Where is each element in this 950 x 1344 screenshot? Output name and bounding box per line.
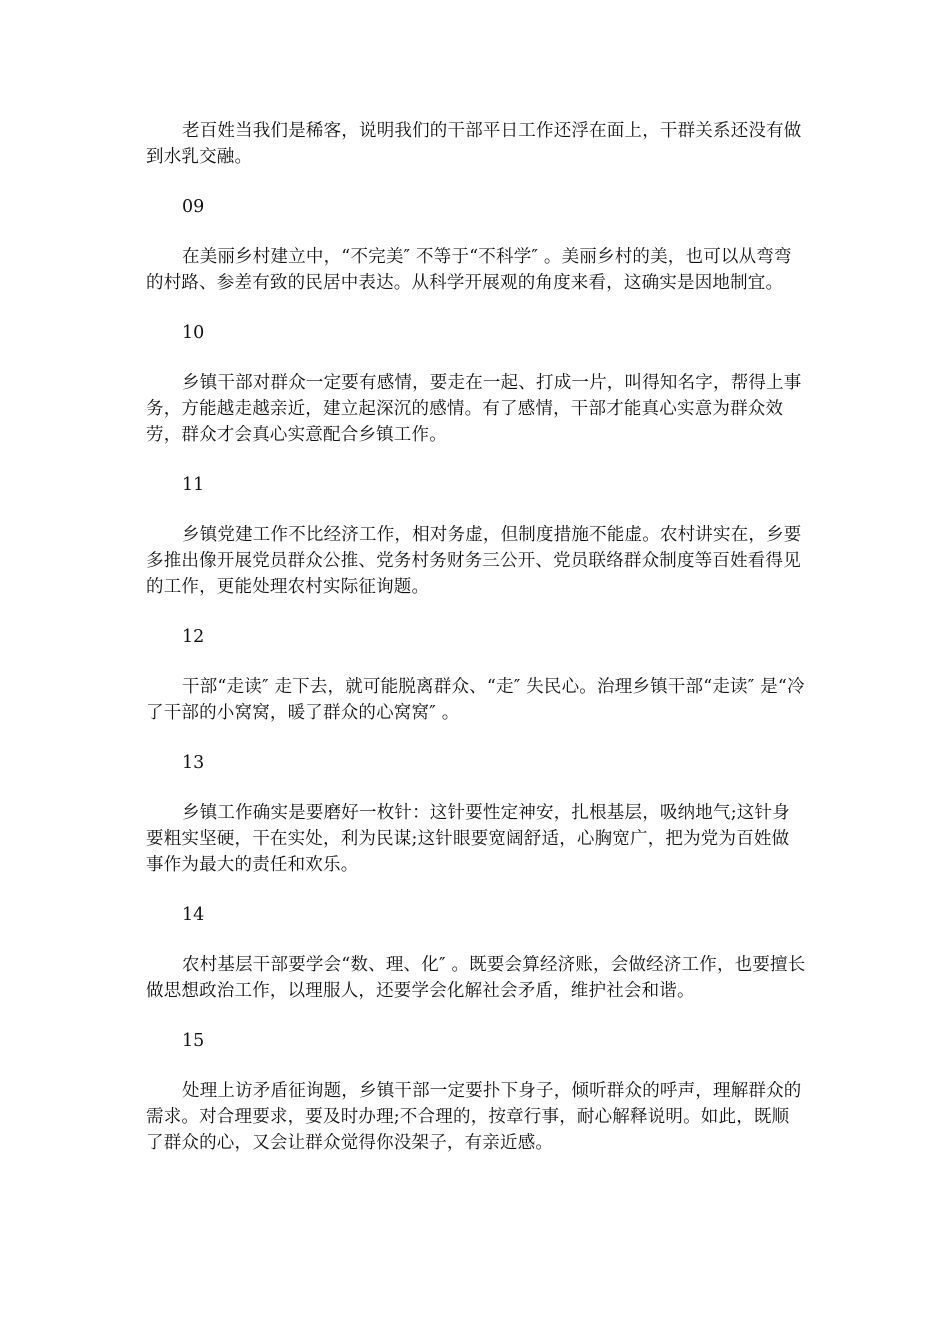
paragraph: 老百姓当我们是稀客，说明我们的干部平日工作还浮在面上，干群关系还没有做到水乳交融。 <box>146 121 802 167</box>
paragraph: 乡镇干部对群众一定要有感情，要走在一起、打成一片，叫得知名字，帮得上事务，方能越走越亲近，建立起深沉的感情。有了感情，干部才能真心实意为群众效劳，群众才会真心实意配合乡镇工作。 <box>146 373 802 445</box>
paragraph: 乡镇工作确实是要磨好一枚针：这针要性定神安，扎根基层，吸纳地气;这针身要粗实坚硬，干在实处，利为民谋;这针眼要宽阔舒适，心胸宽广，把为党为百姓做事作为最大的责任和欢乐。 <box>146 803 790 875</box>
section-number: 13 <box>182 753 205 773</box>
section-number: 14 <box>182 905 205 925</box>
section-number: 15 <box>182 1031 205 1051</box>
section-number: 12 <box>182 627 205 647</box>
section-number: 10 <box>182 323 205 343</box>
paragraph: 在美丽乡村建立中，“不完美″ 不等于“不科学″ 。美丽乡村的美，也可以从弯弯的村路、参差有致的民居中表达。从科学开展观的角度来看，这确实是因地制宜。 <box>146 247 792 293</box>
paragraph: 农村基层干部要学会“数、理、化″ 。既要会算经济账，会做经济工作，也要擅长做思想政治工作，以理服人，还要学会化解社会矛盾，维护社会和谐。 <box>146 955 806 1001</box>
paragraph: 干部“走读″ 走下去，就可能脱离群众、“走″ 失民心。治理乡镇干部“走读″ 是“冷了干部的小窝窝，暖了群众的心窝窝″ 。 <box>146 677 805 723</box>
document-body <box>146 118 806 1180</box>
paragraph: 处理上访矛盾征询题，乡镇干部一定要扑下身子，倾听群众的呼声，理解群众的需求。对合理要求，要及时办理;不合理的，按章行事，耐心解释说明。如此，既顺了群众的心，又会让群众觉得你没架子，有亲近感。 <box>146 1081 802 1153</box>
section-number: 09 <box>182 197 205 217</box>
paragraph: 乡镇党建工作不比经济工作，相对务虚，但制度措施不能虚。农村讲实在，乡要多推出像开展党员群众公推、党务村务财务三公开、党员联络群众制度等百姓看得见的工作，更能处理农村实际征询题。 <box>146 525 802 597</box>
section-number: 11 <box>182 475 205 495</box>
